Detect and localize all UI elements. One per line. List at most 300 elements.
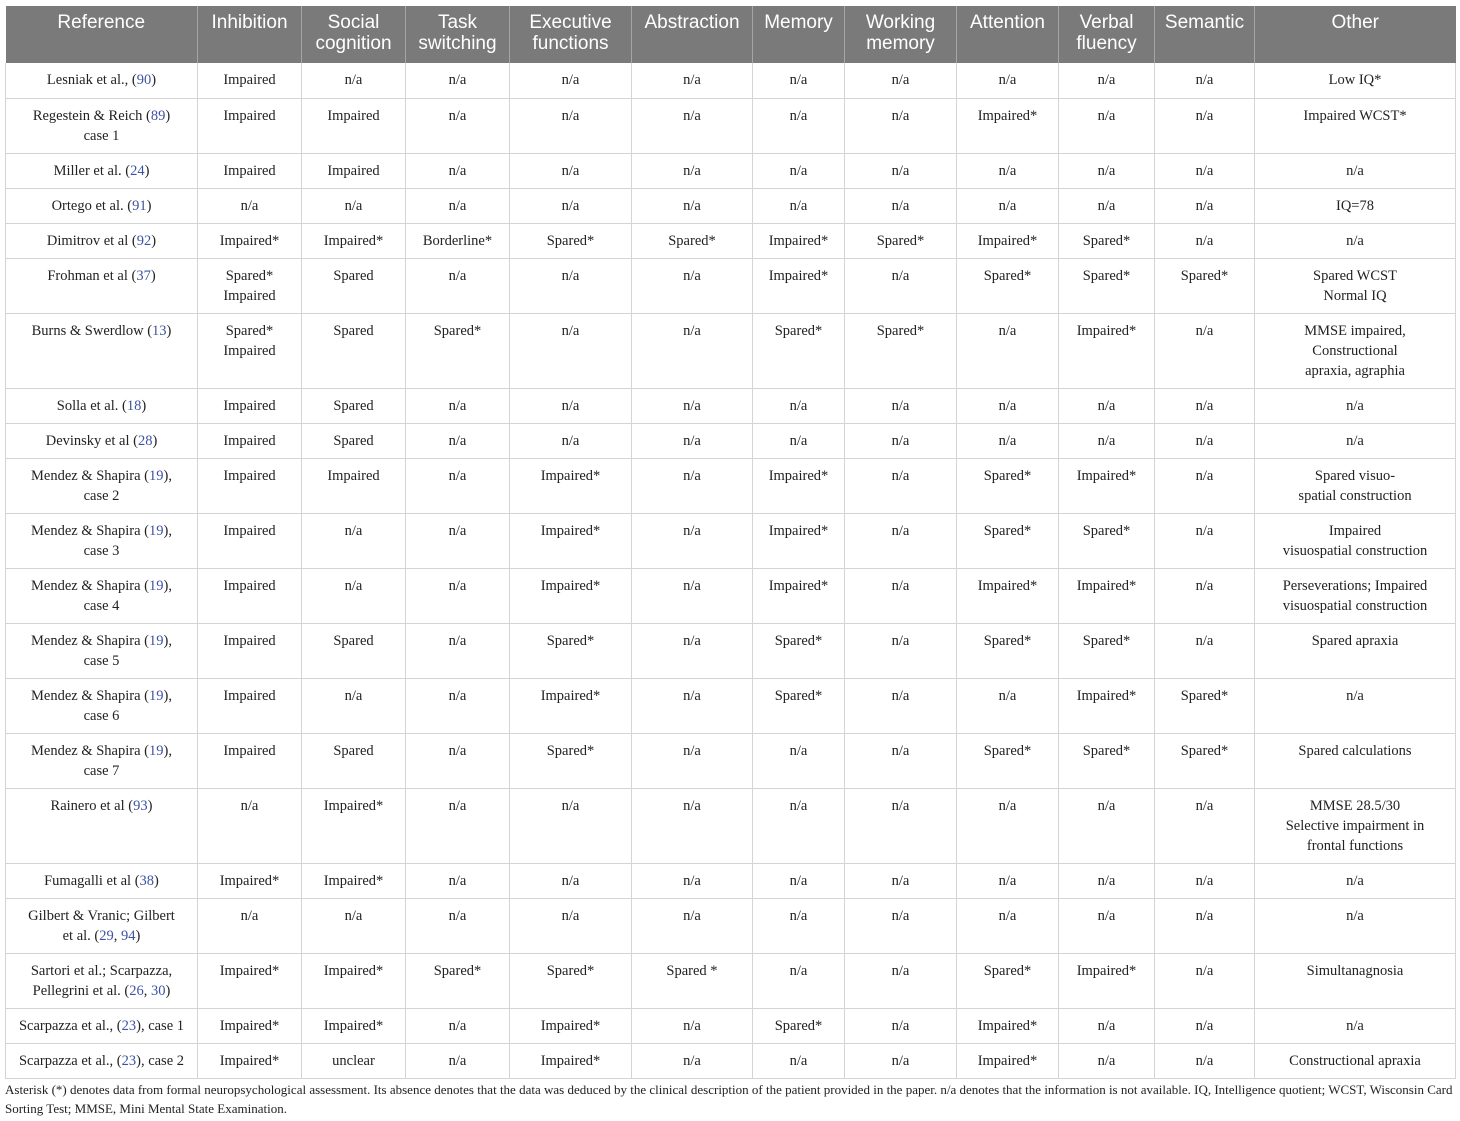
- column-header: Attention: [957, 6, 1059, 63]
- table-cell: n/a: [302, 898, 406, 953]
- table-cell: Spared*: [845, 223, 957, 258]
- reference-text: ): [141, 397, 147, 414]
- table-container: [5, 6, 1455, 1079]
- table-cell: n/a: [753, 863, 845, 898]
- table-cell: Spared* Impaired: [198, 313, 302, 388]
- reference-text: ), case 6: [83, 687, 172, 724]
- reference-text: Scarpazza et al., (: [18, 1052, 122, 1069]
- citation-link[interactable]: 89: [150, 107, 166, 124]
- table-cell: n/a: [406, 188, 510, 223]
- reference-text: Miller et al. (: [53, 162, 131, 179]
- table-cell: n/a: [510, 898, 632, 953]
- table-cell: n/a: [406, 733, 510, 788]
- table-cell: Impaired: [198, 63, 302, 98]
- table-cell: n/a: [1155, 623, 1255, 678]
- reference-text: ): [147, 797, 153, 814]
- table-cell: n/a: [845, 623, 957, 678]
- table-cell: Impaired*: [510, 458, 632, 513]
- reference-text: Sartori et al.; Scarpazza, Pellegrini et al. (: [30, 962, 173, 999]
- table-cell: Low IQ*: [1255, 63, 1456, 98]
- table-cell: Spared*: [632, 223, 753, 258]
- table-row: [6, 388, 1456, 423]
- table-row: [6, 623, 1456, 678]
- table-cell: n/a: [957, 63, 1059, 98]
- column-header: Working memory: [845, 6, 957, 63]
- table-cell: Impaired*: [510, 678, 632, 733]
- citation-link[interactable]: 28: [137, 432, 153, 449]
- neuropsych-table: [5, 6, 1456, 1079]
- table-cell: Impaired*: [198, 1008, 302, 1043]
- table-cell: Spared: [302, 623, 406, 678]
- citation-link[interactable]: 91: [132, 197, 147, 214]
- table-cell: Spared: [302, 388, 406, 423]
- table-cell: Impaired: [198, 458, 302, 513]
- table-cell: n/a: [302, 568, 406, 623]
- reference-text: Mendez & Shapira (: [31, 522, 149, 539]
- reference-text: Gilbert & Vranic; Gilbert et al. (: [28, 907, 175, 944]
- reference-cell: [6, 458, 198, 513]
- reference-cell: [6, 733, 198, 788]
- column-header: Verbal fluency: [1059, 6, 1155, 63]
- reference-text: Mendez & Shapira (: [31, 632, 149, 649]
- citation-link[interactable]: 37: [136, 267, 151, 284]
- table-cell: n/a: [510, 153, 632, 188]
- table-cell: n/a: [1059, 1043, 1155, 1078]
- reference-text: ), case 2: [136, 1052, 185, 1069]
- reference-text: ), case 3: [83, 522, 172, 559]
- table-cell: n/a: [632, 258, 753, 313]
- table-cell: Impaired*: [198, 223, 302, 258]
- table-cell: n/a: [1255, 423, 1456, 458]
- citation-link[interactable]: 19: [149, 522, 164, 539]
- table-cell: Impaired: [198, 388, 302, 423]
- table-cell: n/a: [406, 1043, 510, 1078]
- table-cell: Impaired: [198, 153, 302, 188]
- table-cell: n/a: [632, 1008, 753, 1043]
- table-cell: Spared*: [1059, 258, 1155, 313]
- table-cell: Impaired: [198, 733, 302, 788]
- table-row: [6, 898, 1456, 953]
- table-cell: n/a: [957, 678, 1059, 733]
- table-cell: n/a: [406, 513, 510, 568]
- reference-text: Ortego et al. (: [51, 197, 133, 214]
- table-cell: Spared calculations: [1255, 733, 1456, 788]
- table-cell: n/a: [1255, 678, 1456, 733]
- reference-text: ): [146, 197, 152, 214]
- table-row: [6, 63, 1456, 98]
- table-cell: n/a: [957, 423, 1059, 458]
- citation-link[interactable]: 24: [130, 162, 145, 179]
- reference-text: ), case 2: [83, 467, 172, 504]
- table-cell: n/a: [845, 388, 957, 423]
- table-cell: IQ=78: [1255, 188, 1456, 223]
- table-cell: n/a: [753, 98, 845, 153]
- table-cell: n/a: [406, 568, 510, 623]
- table-cell: n/a: [1155, 423, 1255, 458]
- header-row: [6, 6, 1456, 63]
- table-cell: n/a: [632, 153, 753, 188]
- table-cell: n/a: [510, 863, 632, 898]
- reference-cell: [6, 1043, 198, 1078]
- table-row: [6, 223, 1456, 258]
- citation-link[interactable]: 23: [121, 1052, 137, 1069]
- table-cell: Spared*: [753, 623, 845, 678]
- citation-link[interactable]: 94: [121, 927, 136, 944]
- table-cell: Impaired*: [198, 953, 302, 1008]
- table-cell: Impaired: [198, 98, 302, 153]
- table-cell: Spared: [302, 313, 406, 388]
- table-cell: n/a: [753, 63, 845, 98]
- table-cell: n/a: [1059, 898, 1155, 953]
- table-cell: Impaired*: [302, 788, 406, 863]
- table-cell: n/a: [1059, 63, 1155, 98]
- table-cell: Spared*: [957, 458, 1059, 513]
- table-cell: n/a: [753, 423, 845, 458]
- table-cell: n/a: [510, 63, 632, 98]
- table-cell: n/a: [845, 788, 957, 863]
- column-header: Memory: [753, 6, 845, 63]
- reference-text: ): [150, 267, 156, 284]
- column-header: Task switching: [406, 6, 510, 63]
- table-cell: Spared visuo- spatial construction: [1255, 458, 1456, 513]
- table-cell: Impaired*: [957, 568, 1059, 623]
- table-cell: n/a: [753, 898, 845, 953]
- citation-link[interactable]: 13: [152, 322, 167, 339]
- reference-cell: [6, 788, 198, 863]
- table-cell: n/a: [753, 388, 845, 423]
- table-cell: n/a: [632, 458, 753, 513]
- table-cell: Impaired*: [198, 1043, 302, 1078]
- table-cell: n/a: [632, 313, 753, 388]
- table-cell: n/a: [632, 733, 753, 788]
- table-cell: n/a: [845, 513, 957, 568]
- table-cell: Impaired visuospatial construction: [1255, 513, 1456, 568]
- reference-cell: [6, 1008, 198, 1043]
- table-cell: Impaired*: [302, 223, 406, 258]
- table-cell: n/a: [406, 1008, 510, 1043]
- table-cell: n/a: [406, 788, 510, 863]
- reference-text: ): [152, 432, 158, 449]
- table-cell: n/a: [632, 623, 753, 678]
- reference-text: Mendez & Shapira (: [31, 687, 149, 704]
- table-cell: Impaired*: [1059, 458, 1155, 513]
- table-cell: n/a: [1155, 388, 1255, 423]
- reference-text: Burns & Swerdlow (: [31, 322, 153, 339]
- reference-cell: [6, 513, 198, 568]
- table-cell: Spared*: [1059, 623, 1155, 678]
- reference-text: Dimitrov et al (: [46, 232, 137, 249]
- citation-link[interactable]: 19: [149, 467, 164, 484]
- table-cell: n/a: [957, 388, 1059, 423]
- table-row: [6, 98, 1456, 153]
- reference-cell: [6, 863, 198, 898]
- reference-text: ), case 1: [136, 1017, 185, 1034]
- table-cell: Spared*: [1059, 733, 1155, 788]
- citation-link[interactable]: 23: [121, 1017, 137, 1034]
- reference-cell: [6, 63, 198, 98]
- table-cell: Impaired: [302, 153, 406, 188]
- table-row: [6, 458, 1456, 513]
- table-cell: Spared*: [510, 223, 632, 258]
- table-cell: n/a: [302, 63, 406, 98]
- table-cell: Impaired: [198, 568, 302, 623]
- reference-cell: [6, 423, 198, 458]
- column-header: Abstraction: [632, 6, 753, 63]
- citation-link[interactable]: 93: [133, 797, 148, 814]
- table-cell: n/a: [1255, 153, 1456, 188]
- table-cell: Spared *: [632, 953, 753, 1008]
- table-cell: n/a: [1255, 863, 1456, 898]
- table-cell: Spared*: [1155, 258, 1255, 313]
- table-cell: Spared*: [845, 313, 957, 388]
- table-cell: n/a: [845, 1043, 957, 1078]
- reference-cell: [6, 153, 198, 188]
- table-cell: n/a: [510, 423, 632, 458]
- table-cell: n/a: [632, 678, 753, 733]
- table-cell: n/a: [406, 423, 510, 458]
- table-cell: Impaired*: [1059, 678, 1155, 733]
- table-cell: n/a: [406, 623, 510, 678]
- table-cell: n/a: [406, 388, 510, 423]
- table-cell: Spared*: [1059, 223, 1155, 258]
- table-cell: n/a: [753, 733, 845, 788]
- table-cell: n/a: [845, 153, 957, 188]
- table-cell: Impaired*: [302, 863, 406, 898]
- reference-text: Rainero et al (: [50, 797, 134, 814]
- citation-link[interactable]: 26: [129, 982, 144, 999]
- table-cell: Spared: [302, 258, 406, 313]
- table-cell: Spared*: [510, 623, 632, 678]
- table-cell: n/a: [1155, 98, 1255, 153]
- table-cell: n/a: [957, 898, 1059, 953]
- table-cell: n/a: [198, 788, 302, 863]
- table-cell: Impaired*: [1059, 313, 1155, 388]
- table-cell: n/a: [406, 458, 510, 513]
- table-cell: Spared*: [406, 953, 510, 1008]
- table-row: [6, 188, 1456, 223]
- table-cell: n/a: [1155, 223, 1255, 258]
- table-cell: n/a: [845, 953, 957, 1008]
- citation-link[interactable]: 90: [136, 72, 152, 88]
- citation-link[interactable]: 92: [136, 232, 152, 249]
- reference-cell: [6, 188, 198, 223]
- table-cell: Impaired*: [510, 1008, 632, 1043]
- table-cell: n/a: [632, 98, 753, 153]
- table-cell: n/a: [845, 258, 957, 313]
- reference-cell: [6, 313, 198, 388]
- table-cell: Spared*: [753, 678, 845, 733]
- reference-text: ): [165, 982, 171, 999]
- table-row: [6, 423, 1456, 458]
- reference-text: Mendez & Shapira (: [31, 577, 149, 594]
- table-cell: n/a: [845, 678, 957, 733]
- table-cell: Impaired WCST*: [1255, 98, 1456, 153]
- table-cell: Spared*: [957, 733, 1059, 788]
- table-cell: n/a: [1059, 98, 1155, 153]
- column-header: Executive functions: [510, 6, 632, 63]
- table-row: [6, 313, 1456, 388]
- table-cell: Spared*: [957, 258, 1059, 313]
- table-cell: n/a: [753, 1043, 845, 1078]
- table-cell: n/a: [1155, 458, 1255, 513]
- reference-text: ): [144, 162, 150, 179]
- table-cell: n/a: [1155, 788, 1255, 863]
- table-cell: n/a: [1255, 388, 1456, 423]
- reference-text: Mendez & Shapira (: [31, 742, 149, 759]
- table-cell: Impaired*: [510, 568, 632, 623]
- table-cell: Impaired*: [753, 458, 845, 513]
- table-cell: MMSE 28.5/30 Selective impairment in frontal functions: [1255, 788, 1456, 863]
- table-cell: n/a: [632, 898, 753, 953]
- reference-cell: [6, 623, 198, 678]
- table-cell: n/a: [632, 423, 753, 458]
- reference-text: ): [151, 72, 157, 88]
- table-cell: n/a: [1059, 388, 1155, 423]
- table-cell: n/a: [1155, 188, 1255, 223]
- reference-cell: [6, 678, 198, 733]
- reference-text: Lesniak et al., (: [46, 72, 137, 88]
- table-cell: n/a: [406, 153, 510, 188]
- citation-link[interactable]: 30: [151, 982, 166, 999]
- table-cell: Spared*: [957, 623, 1059, 678]
- table-cell: Impaired: [198, 623, 302, 678]
- table-cell: n/a: [1155, 1043, 1255, 1078]
- table-cell: unclear: [302, 1043, 406, 1078]
- table-cell: n/a: [753, 953, 845, 1008]
- table-cell: n/a: [510, 188, 632, 223]
- citation-link[interactable]: 19: [149, 687, 164, 704]
- reference-cell: Sartori et al.; Scarpazza, Pellegrini et al. (26, 30): [6, 953, 198, 1008]
- table-cell: n/a: [632, 388, 753, 423]
- reference-text: Solla et al. (: [56, 397, 127, 414]
- table-cell: Impaired*: [957, 98, 1059, 153]
- table-cell: n/a: [1155, 1008, 1255, 1043]
- table-cell: n/a: [302, 188, 406, 223]
- table-cell: Spared*: [1059, 513, 1155, 568]
- table-footnote: Asterisk (*) denotes data from formal neuropsychological assessment. Its absence denotes that the data was deduced by the clinical description of the patient provided in the paper. n/a denotes that the information is not available. IQ, Intelligence quotient; WCST, Wisconsin Card Sorting Test; MMSE, Mini Mental State Examination.: [5, 1082, 1453, 1116]
- reference-cell: [6, 258, 198, 313]
- table-cell: Impaired*: [302, 953, 406, 1008]
- table-cell: n/a: [302, 678, 406, 733]
- table-cell: Simultanagnosia: [1255, 953, 1456, 1008]
- table-cell: Spared*: [510, 953, 632, 1008]
- table-cell: Impaired: [198, 423, 302, 458]
- citation-link[interactable]: 19: [149, 632, 164, 649]
- table-cell: n/a: [845, 188, 957, 223]
- table-cell: n/a: [1059, 1008, 1155, 1043]
- table-row: [6, 1008, 1456, 1043]
- reference-text: ): [166, 322, 172, 339]
- table-row: [6, 678, 1456, 733]
- column-header: Semantic: [1155, 6, 1255, 63]
- table-cell: n/a: [753, 788, 845, 863]
- reference-cell: [6, 388, 198, 423]
- table-cell: n/a: [957, 863, 1059, 898]
- citation-link[interactable]: 19: [149, 742, 164, 759]
- table-row: [6, 863, 1456, 898]
- table-cell: n/a: [1155, 898, 1255, 953]
- table-cell: Spared*: [753, 313, 845, 388]
- table-cell: MMSE impaired, Constructional apraxia, agraphia: [1255, 313, 1456, 388]
- table-cell: n/a: [1155, 568, 1255, 623]
- table-cell: n/a: [845, 733, 957, 788]
- citation-link[interactable]: 19: [149, 577, 164, 594]
- table-cell: n/a: [632, 63, 753, 98]
- reference-text: Frohman et al (: [47, 267, 137, 284]
- table-cell: n/a: [1255, 223, 1456, 258]
- table-cell: Impaired*: [957, 1043, 1059, 1078]
- table-cell: Spared*: [1155, 733, 1255, 788]
- table-cell: n/a: [632, 513, 753, 568]
- table-cell: Impaired*: [510, 1043, 632, 1078]
- table-cell: Impaired*: [510, 513, 632, 568]
- table-cell: n/a: [406, 258, 510, 313]
- reference-text: Fumagalli et al (: [44, 872, 140, 889]
- reference-text: Mendez & Shapira (: [31, 467, 149, 484]
- table-cell: Impaired*: [1059, 953, 1155, 1008]
- column-header: Reference: [6, 6, 198, 63]
- table-cell: n/a: [632, 788, 753, 863]
- table-cell: n/a: [510, 98, 632, 153]
- table-cell: n/a: [198, 188, 302, 223]
- table-cell: Spared*: [406, 313, 510, 388]
- table-cell: Spared apraxia: [1255, 623, 1456, 678]
- citation-link[interactable]: 38: [139, 872, 155, 889]
- column-header: Other: [1255, 6, 1456, 63]
- reference-text: ), case 7: [83, 742, 172, 779]
- table-cell: Perseverations; Impaired visuospatial construction: [1255, 568, 1456, 623]
- table-row: [6, 513, 1456, 568]
- column-header: Inhibition: [198, 6, 302, 63]
- reference-text: ), case 5: [83, 632, 172, 669]
- table-row: [6, 258, 1456, 313]
- table-cell: n/a: [510, 788, 632, 863]
- table-cell: Spared*: [1155, 678, 1255, 733]
- table-cell: n/a: [753, 153, 845, 188]
- citation-link[interactable]: 18: [126, 397, 142, 414]
- table-cell: Impaired*: [198, 863, 302, 898]
- table-cell: n/a: [845, 863, 957, 898]
- table-cell: n/a: [845, 423, 957, 458]
- table-cell: Borderline*: [406, 223, 510, 258]
- reference-cell: [6, 223, 198, 258]
- table-cell: n/a: [1155, 313, 1255, 388]
- table-cell: Spared*: [510, 733, 632, 788]
- reference-cell: Gilbert & Vranic; Gilbert et al. (29, 94): [6, 898, 198, 953]
- table-cell: Impaired: [198, 513, 302, 568]
- table-cell: Spared WCST Normal IQ: [1255, 258, 1456, 313]
- citation-link[interactable]: 29: [99, 927, 114, 944]
- table-cell: n/a: [406, 63, 510, 98]
- reference-text: ) case 1: [83, 107, 171, 144]
- table-body: [6, 63, 1456, 1078]
- table-cell: n/a: [845, 898, 957, 953]
- reference-text: ): [154, 872, 159, 889]
- table-cell: n/a: [1155, 513, 1255, 568]
- table-row: [6, 788, 1456, 863]
- table-cell: n/a: [845, 1008, 957, 1043]
- table-cell: Spared*: [957, 513, 1059, 568]
- table-cell: n/a: [510, 258, 632, 313]
- reference-text: Devinsky et al (: [45, 432, 138, 449]
- table-cell: n/a: [632, 1043, 753, 1078]
- table-cell: Impaired: [198, 678, 302, 733]
- reference-cell: [6, 98, 198, 153]
- table-cell: n/a: [845, 63, 957, 98]
- reference-text: Scarpazza et al., (: [18, 1017, 122, 1034]
- table-cell: Impaired: [302, 458, 406, 513]
- table-cell: n/a: [957, 788, 1059, 863]
